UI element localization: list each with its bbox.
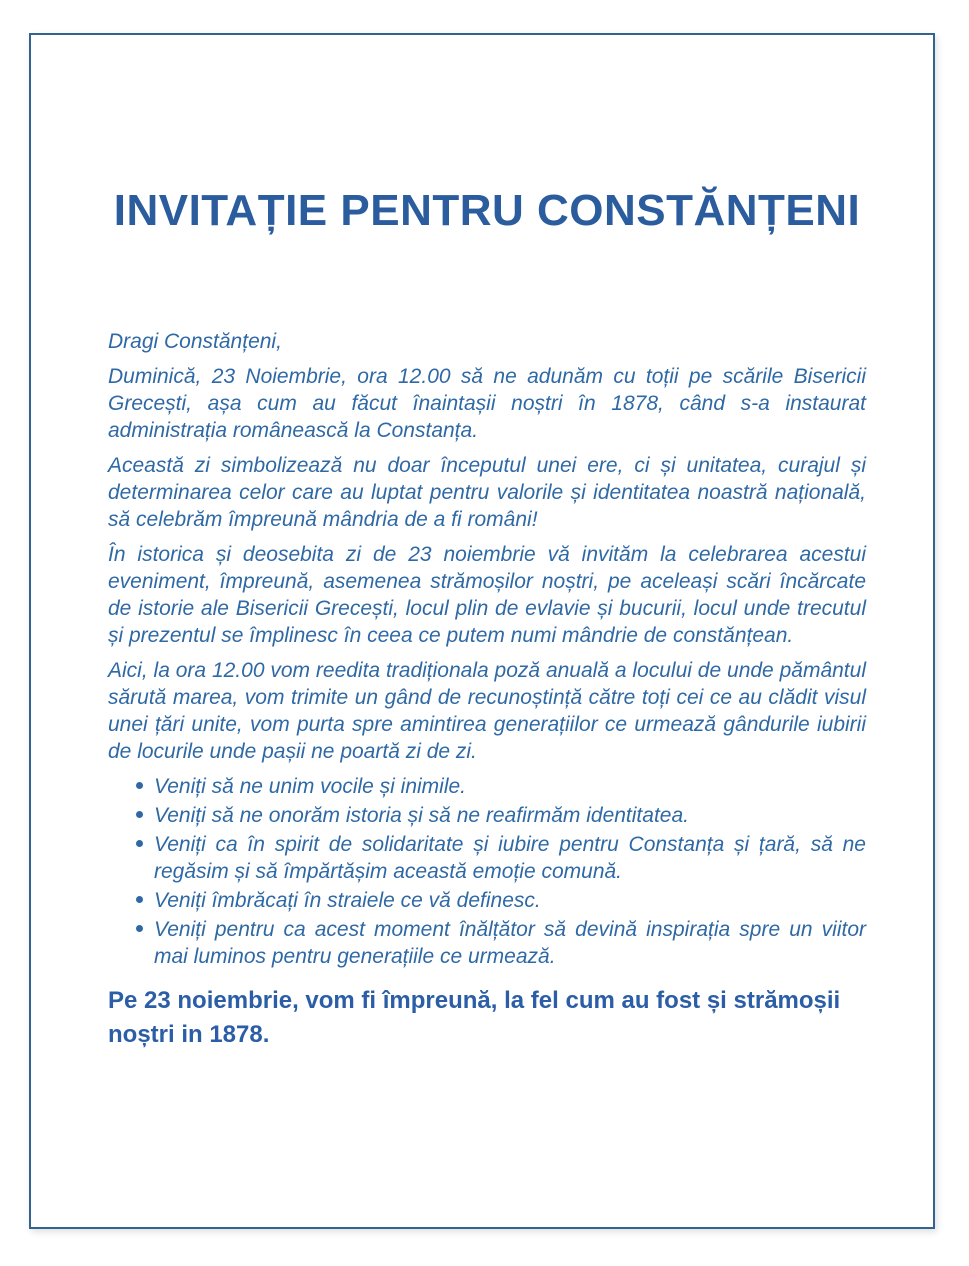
paragraph-invitation: În istorica și deosebita zi de 23 noiembrie vă invităm la celebrarea acestui eveniment, împreună, asemenea strămoșilor noștri, pe aceleași scări încărcate de istorie ale Bisericii Grecești, locul plin de evlavie și bucurii, locul unde trecutul și prezentul se împlinesc în ceea ce putem numi mândrie de constănțean. xyxy=(108,542,866,647)
salutation: Dragi Constănțeni, xyxy=(108,329,282,353)
list-item xyxy=(108,773,866,800)
paragraph-symbolism: Această zi simbolizează nu doar începutul unei ere, ci și unitatea, curajul și determinarea celor care au luptat pentru valorile și identitatea noastră națională, să celebrăm împreună mândria de a fi români! xyxy=(108,453,866,531)
list-item-text: Veniți ca în spirit de solidaritate și iubire pentru Constanța și țară, să ne regăsim și să împărtășim această emoție comună. xyxy=(154,832,866,883)
list-item xyxy=(108,831,866,885)
list-item xyxy=(108,802,866,829)
list-item xyxy=(108,916,866,970)
bullet-icon xyxy=(136,840,143,847)
paragraph-tradition: Aici, la ora 12.00 vom reedita tradiționala poză anuală a locului de unde pământul sărută marea, vom trimite un gând de recunoștință către toți cei ce au clădit visul unei țări unite, vom purta spre amintirea generațiilor ce urmează gândurile iubirii de locurile unde pașii ne poartă zi de zi. xyxy=(108,658,866,763)
list-item-text: Veniți pentru ca acest moment înălțător să devină inspirația spre un viitor mai luminos pentru generațiile ce urmează. xyxy=(154,917,866,968)
bullet-icon xyxy=(136,782,143,789)
bullet-icon xyxy=(136,925,143,932)
page-border-frame xyxy=(29,33,935,1229)
list-item-text: Veniți să ne onorăm istoria și să ne reafirmăm identitatea. xyxy=(154,803,689,827)
bullet-icon xyxy=(136,896,143,903)
bullet-icon xyxy=(136,811,143,818)
list-item-text: Veniți îmbrăcați în straiele ce vă definesc. xyxy=(154,888,541,912)
list-item-text: Veniți să ne unim vocile și inimile. xyxy=(154,774,467,798)
document-title: INVITAȚIE PENTRU CONSTĂNȚENI xyxy=(113,186,861,235)
list-item xyxy=(108,887,866,914)
bullet-list xyxy=(108,773,866,970)
paragraph-gathering: Duminică, 23 Noiembrie, ora 12.00 să ne adunăm cu toții pe scările Bisericii Grecești, așa cum au făcut înaintașii noștri în 1878, când s-a instaurat administrația românească la Constanța. xyxy=(108,364,866,442)
closing-statement: Pe 23 noiembrie, vom fi împreună, la fel cum au fost și strămoșii noștri in 1878. xyxy=(108,986,841,1048)
